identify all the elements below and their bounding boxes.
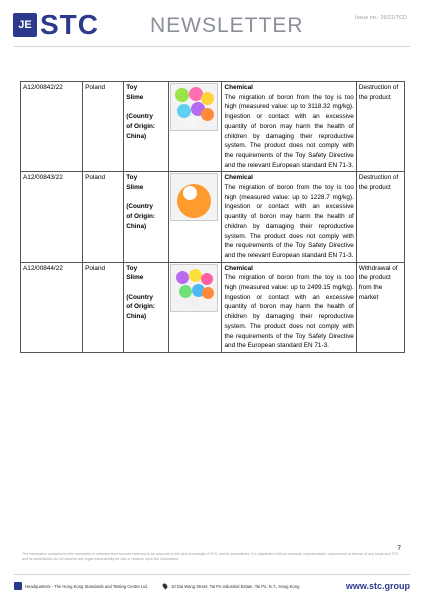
risk-description: The migration of boron from the toy is too high (measured value: up to 1228.7 mg/kg). Ingestion or contact with an excessive quantity of boron may harm the health of children by damaging their reproductive system. The product does not comply with the requirements of the Toy Safety Directive and the relevant European standard EN 71-3. — [224, 184, 354, 259]
product-description — [124, 262, 169, 352]
risk-cell — [222, 262, 356, 352]
footer-website[interactable]: www.stc.group — [345, 581, 410, 591]
stc-small-logo-icon — [14, 582, 22, 590]
product-description — [124, 172, 169, 262]
product-line: Toy — [126, 174, 138, 182]
notifying-country: Poland — [83, 262, 124, 352]
slime-pack-photo — [170, 264, 218, 312]
orange-slime-photo — [170, 173, 218, 221]
product-photo-cell — [169, 82, 222, 172]
risk-cell — [222, 172, 356, 262]
logo-text: STC — [40, 9, 99, 40]
location-pin-icon — [162, 583, 169, 590]
footer-divider — [14, 574, 410, 575]
risk-description: The migration of boron from the toy is too high (measured value: up to 3118.32 mg/kg). Ingestion or contact with an excessive quantity of boron may harm the health of children by damaging their reproductive system. The product does not comply with the requirements of the Toy Safety Directive and the relevant European standard EN 71-3. — [224, 93, 354, 169]
spacer — [126, 193, 166, 203]
slime-ball — [179, 285, 192, 298]
product-line: (Country — [126, 113, 153, 121]
header-divider — [14, 46, 410, 47]
issue-number: Issue no.: 26/22/TCD — [355, 15, 407, 21]
product-description — [124, 82, 169, 172]
measures-taken: Withdrawal of the product from the market — [356, 262, 404, 352]
ref-number: A12/00844/22 — [21, 262, 83, 352]
risk-type: Chemical — [224, 84, 253, 91]
product-line: of Origin: — [126, 122, 156, 130]
slime-ball — [187, 297, 198, 308]
newsletter-title: NEWSLETTER — [150, 14, 304, 37]
table-row — [21, 172, 405, 262]
page-header — [0, 0, 425, 52]
slime-ball — [176, 271, 189, 284]
risk-type: Chemical — [224, 174, 253, 182]
slime-ball — [202, 287, 214, 299]
measures-taken: Destruction of the product — [356, 172, 404, 262]
risk-type: Chemical — [224, 264, 253, 272]
product-line: Slime — [126, 184, 144, 192]
product-line: Toy — [126, 84, 138, 91]
product-photo-cell — [169, 262, 222, 352]
product-line: of Origin: — [126, 213, 156, 221]
table-row — [21, 262, 405, 352]
table-row — [21, 82, 405, 172]
footer-address: 10 Dai Wang Street, Tai Po Industrial Estate, Tai Po, N.T., Hong Kong — [171, 583, 300, 589]
product-line: China) — [126, 222, 147, 230]
page-footer — [14, 579, 410, 593]
disclaimer: The information contained in this newsletter is obtained from sources believed to be accurate to the best knowledge of STC and its subsidiaries. It is distributed without warranty, representation, inducement or license of any kinds and STC and its subsidiaries do not assume any legal responsibility for use or reliance upon the information. — [22, 552, 399, 561]
product-line: Slime — [126, 93, 144, 101]
slime-ball — [201, 273, 213, 285]
risk-cell — [222, 82, 356, 172]
notifying-country: Poland — [83, 172, 124, 262]
logo-mark: JE — [13, 13, 37, 37]
measures-taken: Destruction of the product — [356, 82, 404, 172]
footer-hq: Headquarters - The Hong Kong Standards and Testing Centre Ltd. — [25, 583, 148, 589]
product-photo-cell — [169, 172, 222, 262]
recall-table — [20, 81, 405, 353]
slime-ball — [175, 88, 189, 102]
slime-balls-photo — [170, 83, 218, 131]
product-line: Slime — [126, 274, 144, 282]
product-line: China) — [126, 132, 147, 140]
ref-number: A12/00842/22 — [21, 82, 83, 172]
ref-number: A12/00843/22 — [21, 172, 83, 262]
product-line: China) — [126, 313, 147, 321]
notifying-country: Poland — [83, 82, 124, 172]
slime-ball — [201, 108, 214, 121]
product-line: of Origin: — [126, 303, 156, 311]
stc-logo — [13, 11, 99, 39]
slime-ball — [185, 116, 197, 128]
page-number: 7 — [397, 545, 401, 552]
slime-ball — [201, 92, 214, 105]
spacer — [126, 283, 166, 293]
spacer — [126, 102, 166, 112]
product-line: (Country — [126, 203, 153, 211]
product-line: Toy — [126, 264, 138, 272]
product-line: (Country — [126, 293, 153, 301]
risk-description: The migration of boron from the toy is too high (measured value: up to 2499.15 mg/kg). Ingestion or contact with an excessive quantity of boron may harm the health of children by damaging their reproductive system. The product does not comply with the requirements of the Toy Safety Directive and the European standard EN 71-3. — [224, 274, 354, 350]
